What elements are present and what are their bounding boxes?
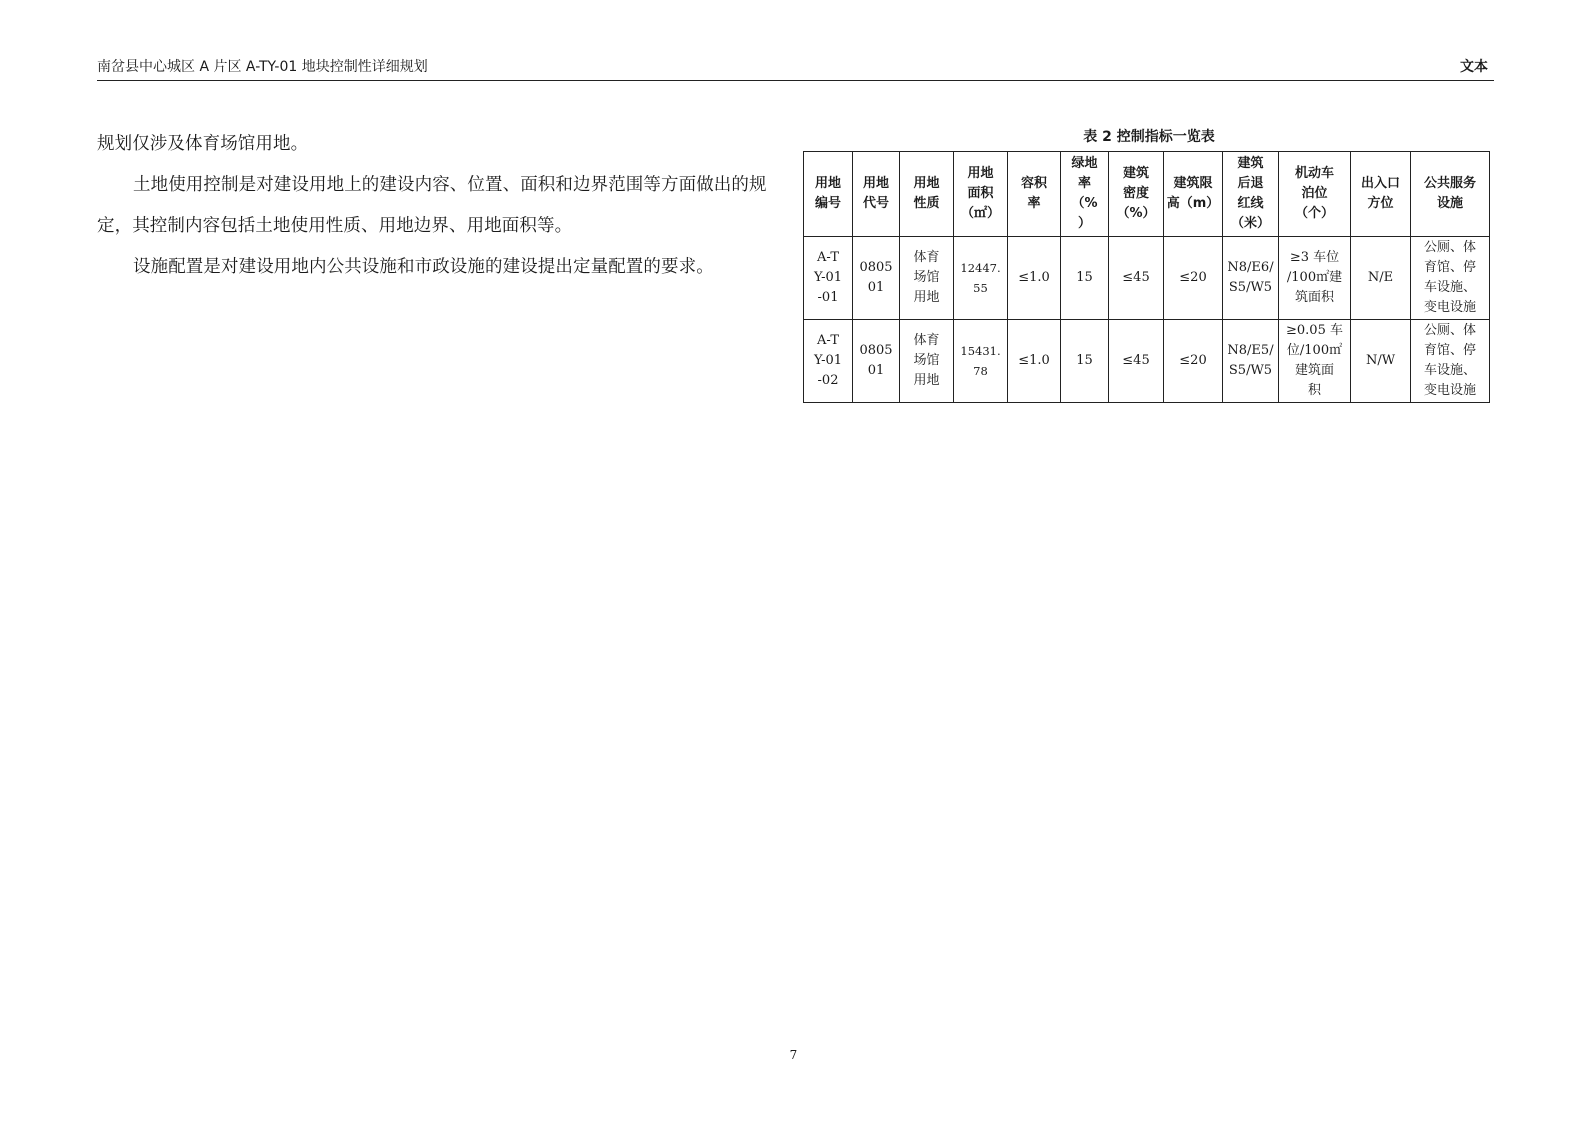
cell-parking: ≥3 车位 /100㎡建 筑面积 [1279, 237, 1351, 320]
cell-green-ratio: 15 [1061, 320, 1109, 403]
table-header-row [804, 152, 1490, 237]
table-row [804, 320, 1490, 403]
cell-building-density: ≤45 [1109, 320, 1164, 403]
cell-land-nature: 体育 场馆 用地 [900, 320, 954, 403]
document-title: 南岔县中心城区 A 片区 A-TY-01 地块控制性详细规划 [97, 59, 428, 75]
cell-parking: ≥0.05 车 位/100㎡ 建筑面 积 [1279, 320, 1351, 403]
paragraph: 土地使用控制是对建设用地上的建设内容、位置、面积和边界范围等方面做出的规定，其控制内容包括土地使用性质、用地边界、用地面积等。 [97, 175, 767, 236]
cell-plot-code: 0805 01 [853, 237, 900, 320]
cell-plot-id: A-T Y-01 -02 [804, 320, 853, 403]
page-number: 7 [789, 1048, 798, 1062]
header-cell: 建筑限 高（m） [1164, 152, 1223, 237]
header-cell: 公共服务 设施 [1411, 152, 1490, 237]
cell-land-area: 15431. 78 [954, 320, 1008, 403]
cell-entrance: N/E [1351, 237, 1411, 320]
cell-entrance: N/W [1351, 320, 1411, 403]
page-header [97, 58, 1494, 81]
cell-setback: N8/E6/ S5/W5 [1223, 237, 1279, 320]
paragraph: 设施配置是对建设用地内公共设施和市政设施的建设提出定量配置的要求。 [133, 257, 714, 277]
cell-floor-area-ratio: ≤1.0 [1008, 320, 1061, 403]
header-cell: 用地 面积 （㎡） [954, 152, 1008, 237]
cell-building-density: ≤45 [1109, 237, 1164, 320]
cell-setback: N8/E5/ S5/W5 [1223, 320, 1279, 403]
cell-height-limit: ≤20 [1164, 320, 1223, 403]
header-cell: 建筑 密度 （%） [1109, 152, 1164, 237]
cell-facilities: 公厕、体 育馆、停 车设施、 变电设施 [1411, 237, 1490, 320]
cell-land-nature: 体育 场馆 用地 [900, 237, 954, 320]
cell-height-limit: ≤20 [1164, 237, 1223, 320]
control-index-table [803, 151, 1490, 403]
table-row [804, 237, 1490, 320]
header-cell: 用地 代号 [853, 152, 900, 237]
cell-plot-id: A-T Y-01 -01 [804, 237, 853, 320]
body-text [97, 124, 787, 288]
header-cell: 绿地 率 （% ） [1061, 152, 1109, 237]
header-cell: 用地 性质 [900, 152, 954, 237]
section-label: 文本 [1460, 59, 1488, 75]
cell-facilities: 公厕、体 育馆、停 车设施、 变电设施 [1411, 320, 1490, 403]
cell-land-area: 12447. 55 [954, 237, 1008, 320]
header-cell: 出入口 方位 [1351, 152, 1411, 237]
cell-green-ratio: 15 [1061, 237, 1109, 320]
paragraph: 规划仅涉及体育场馆用地。 [97, 134, 309, 154]
header-cell: 容积 率 [1008, 152, 1061, 237]
header-cell: 用地 编号 [804, 152, 853, 237]
header-cell: 机动车 泊位 （个） [1279, 152, 1351, 237]
cell-plot-code: 0805 01 [853, 320, 900, 403]
header-cell: 建筑 后退 红线 （米） [1223, 152, 1279, 237]
table-title: 表 2 控制指标一览表 [1083, 129, 1215, 145]
cell-floor-area-ratio: ≤1.0 [1008, 237, 1061, 320]
